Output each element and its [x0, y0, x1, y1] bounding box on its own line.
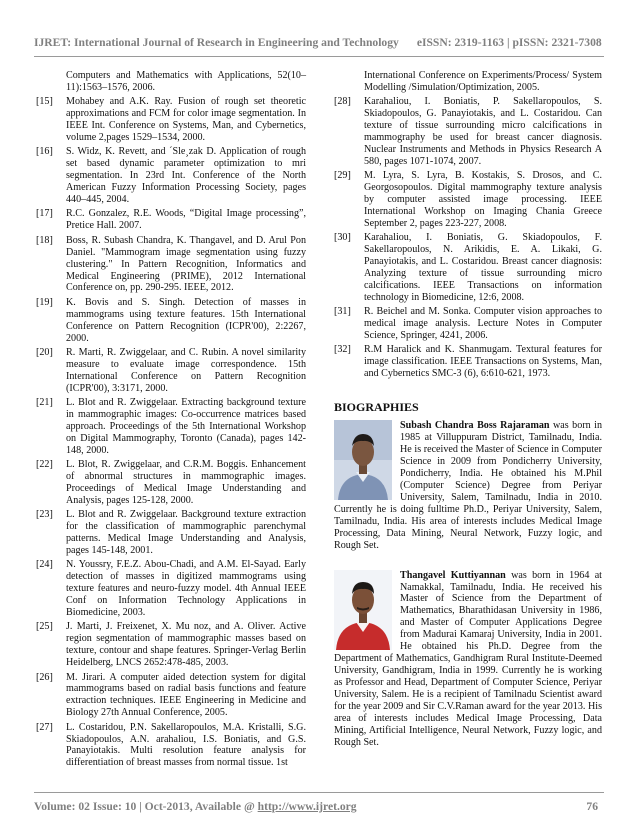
- author-photo-2: [334, 570, 392, 650]
- reference-item: [36, 235, 306, 295]
- page-footer: [34, 800, 604, 813]
- reference-text: K. Bovis and S. Singh. Detection of masses in mammograms using texture features. 15th International Conference on Pattern Recognition (ICPR'00), 2:2267, 2000.: [66, 296, 306, 344]
- reference-item: [36, 297, 306, 345]
- journal-link[interactable]: http://www.ijret.org: [257, 800, 357, 813]
- reference-continued: Computers and Mathematics with Applications, 52(10–11):1563–1576, 2006.: [66, 70, 306, 93]
- reference-number: [18]: [36, 234, 53, 246]
- footer-rule: [34, 792, 604, 793]
- reference-text: R.C. Gonzalez, R.E. Woods, “Digital Image processing”, Pretice Hall. 2007.: [66, 208, 306, 232]
- reference-text: M. Lyra, S. Lyra, B. Kostakis, S. Drosos, and C. Georgosopoulos. Digital mammography texture analysis by computer assisted image processing. IEEE International Workshop on Imaging Chania Greece September 2, pages 223-227, 2008.: [364, 170, 602, 229]
- reference-item: [36, 208, 306, 232]
- reference-text: R. Beichel and M. Sonka. Computer vision approaches to medical image analysis. Lecture Notes in Computer Science, Springer, 4241, 2006.: [364, 306, 602, 342]
- reference-text: L. Costaridou, P.N. Sakellaropoulos, M.A. Kristalli, S.G. Skiadopoulos, A.N. arahaliou, I.S. Boniatis, and G.S. Panayiotakis. Multi resolution feature analysis for differentiation of breast masses from normal tissue. 1st: [66, 721, 306, 769]
- author-name-1: Subash Chandra Boss Rajaraman: [400, 420, 550, 432]
- biographies-heading: BIOGRAPHIES: [334, 400, 419, 415]
- reference-number: [17]: [36, 208, 53, 220]
- reference-number: [16]: [36, 146, 53, 158]
- reference-number: [27]: [36, 721, 53, 733]
- reference-number: [21]: [36, 397, 53, 409]
- reference-text: R. Marti, R. Zwiggelaar, and C. Rubin. A novel similarity measure to evaluate image correspondence. 15th International Conference on Pattern Recognition (ICPR'00), 3:3171, 2000.: [66, 346, 306, 394]
- reference-text: M. Jirari. A computer aided detection system for digital mammograms based on radial basis functions and feature extraction techniques. IEEE Engineering in Medicine and Biology 27th Annual Conference, 2005.: [66, 671, 306, 719]
- biography-1: [334, 420, 602, 551]
- reference-text: L. Blot and R. Zwiggelaar. Extracting background texture in mammographic images: Co-occurrence matrices based approach. Proceedings of the 5th International Workshop on Digital Mammography, Toronto (Canada), pages 142-148, 2000.: [66, 397, 306, 456]
- reference-item: [36, 672, 306, 720]
- reference-number: [32]: [334, 344, 351, 356]
- reference-text: J. Marti, J. Freixenet, X. Mu noz, and A. Oliver. Active region segmentation of mammographic masses based on texture, contour and shape features. Springer-Verlag Berlin Heidelberg, LNCS 2652:478-485, 2003.: [66, 621, 306, 669]
- reference-item: [36, 722, 306, 770]
- issn-text: eISSN: 2319-1163 | pISSN: 2321-7308: [416, 36, 602, 49]
- reference-number: [20]: [36, 346, 53, 358]
- reference-number: [25]: [36, 621, 53, 633]
- reference-item: [334, 306, 602, 342]
- reference-text: Mohabey and A.K. Ray. Fusion of rough set theoretic approximations and FCM for color image segmentation. In IEEE Int. Conference on Systems, Man, and Cybernetics, volume 2,pages 1529–1534, 2000.: [66, 96, 306, 144]
- reference-item: [334, 96, 602, 167]
- biography-2: [334, 570, 602, 749]
- footer-volume: Volume: 02 Issue: 10 | Oct-2013, Available @: [34, 800, 258, 813]
- reference-number: [24]: [36, 559, 53, 571]
- reference-number: [22]: [36, 459, 53, 471]
- reference-item: [334, 344, 602, 380]
- reference-item: [36, 347, 306, 395]
- reference-continued: International Conference on Experiments/Process/ System Modelling /Simulation/Optimization, 2005.: [364, 70, 602, 93]
- page-number: 76: [586, 800, 598, 813]
- reference-text: S. Widz, K. Revett, and ´Sle¸zak D. Application of rough set based dynamic parameter optimization to mri segmentation. In 23rd Int. Conference of the North American Fuzzy Information Processing Society, pages 440–445, 2004.: [66, 146, 306, 206]
- author-bio-1: was born in 1985 at Villuppuram District, Tamilnadu, India. He is received the Master of Science in Computer Science in 2009 from Pondicherry University, Pondicherry, India. He obtained his M.Phil (Computer Science) Degree from Periyar University, Salem, Tamilnadu, India in 2010. Currently he is doing fulltime Ph.D., Periyar University, Salem, Tamilnadu, India. His area of interests includes Medical Image Processing, Data Mining, Neural Network, Fuzzy logic, and Rough Set.: [334, 420, 602, 551]
- header-rule: [34, 56, 604, 57]
- reference-text: Boss, R. Subash Chandra, K. Thangavel, and D. Arul Pon Daniel. "Mammogram image segmentation using fuzzy clustering." In Pattern Recognition, Informatics and Medical Engineering (PRIME), 2012 International Conference on, pp. 290-295. IEEE, 2012.: [66, 234, 306, 294]
- left-column: [36, 70, 306, 772]
- reference-text: R.M Haralick and K. Shanmugam. Textural features for image classification. IEEE Transactions on Systems, Man, and Cybernetics SMC-3 (6), 6:610-621, 1973.: [364, 344, 602, 380]
- reference-item: [36, 96, 306, 144]
- reference-number: [15]: [36, 96, 53, 108]
- reference-text: N. Youssry, F.E.Z. Abou-Chadi, and A.M. El-Sayad. Early detection of masses in digitized mammograms using texture features and neuro-fuzzy model. 4th Annual IEEE Conf on Information Technology Applications in Biomedicine, 2003.: [66, 559, 306, 618]
- reference-number: [23]: [36, 509, 53, 521]
- reference-text: Karahaliou, I. Boniatis, G. Skiadopoulos, F. Sakellaropoulos, N. Arikidis, E. A. Likaki, G. Panayiotakis, and L. Costaridou. Breast cancer diagnosis: Analyzing texture of tissue surrounding micro calcifications. IEEE Transactions on information technology in Biomedicine, 12:6, 2008.: [364, 232, 602, 303]
- journal-title: IJRET: International Journal of Research in Engineering and Technology: [34, 36, 399, 49]
- reference-item: [36, 559, 306, 619]
- reference-item: [334, 232, 602, 303]
- reference-number: [26]: [36, 671, 53, 683]
- reference-text: L. Blot and R. Zwiggelaar. Background texture extraction for the classification of mammographic parenchymal patterns. Medical Image Understanding and Analysis, pages 145-148, 2001.: [66, 509, 306, 556]
- reference-item: [36, 621, 306, 669]
- author-name-2: Thangavel Kuttiyannan: [400, 569, 506, 581]
- reference-item: [334, 170, 602, 230]
- reference-item: [36, 146, 306, 206]
- reference-text: Karahaliou, I. Boniatis, P. Sakellaropoulos, S. Skiadopoulos, G. Panayiotakis, and L. Costaridou. Can texture of tissue surrounding micro calcifications in mammography be used for breast cancer diagnosis. Nuclear Instruments and Methods in Physics Research A 580, pages 1071-1074, 2007.: [364, 96, 602, 167]
- reference-item: [36, 509, 306, 557]
- reference-number: [28]: [334, 96, 351, 108]
- reference-text: L. Blot, R. Zwiggelaar, and C.R.M. Boggis. Enhancement of abnormal structures in mammographic images. Proceedings of Medical Image Understanding and Analysis, pages 125-128, 2000.: [66, 459, 306, 506]
- reference-number: [29]: [334, 170, 351, 182]
- reference-number: [30]: [334, 232, 351, 244]
- reference-number: [31]: [334, 306, 351, 318]
- author-bio-2: was born in 1964 at Namakkal, Tamilnadu, India. He received his Master of Science from the Department of Mathematics, Bharathidasan University in 1986, and Master of Computer Applications Degree from Madurai Kamaraj University, India in 2001. He obtained his Ph.D. Degree from the Department of Mathematics, Gandhigram Rural Institute-Deemed University, Gandhigram, India in 1999. Currently he is working as Professor and Head, Department of Computer Science, Periyar University, Salem. He is a recipient of Tamilnadu Scientist award for the year 2009 and Sir C.V.Raman award for the year 2013. His area of interests includes Medical Image Processing, Data Mining, Artificial Intelligence, Neural Network, Fuzzy logic, and Rough Set.: [334, 569, 602, 748]
- author-photo-1: [334, 420, 392, 500]
- reference-item: [36, 459, 306, 507]
- running-header: [34, 36, 604, 49]
- right-column: [334, 70, 602, 749]
- reference-number: [19]: [36, 296, 53, 308]
- reference-item: [36, 397, 306, 457]
